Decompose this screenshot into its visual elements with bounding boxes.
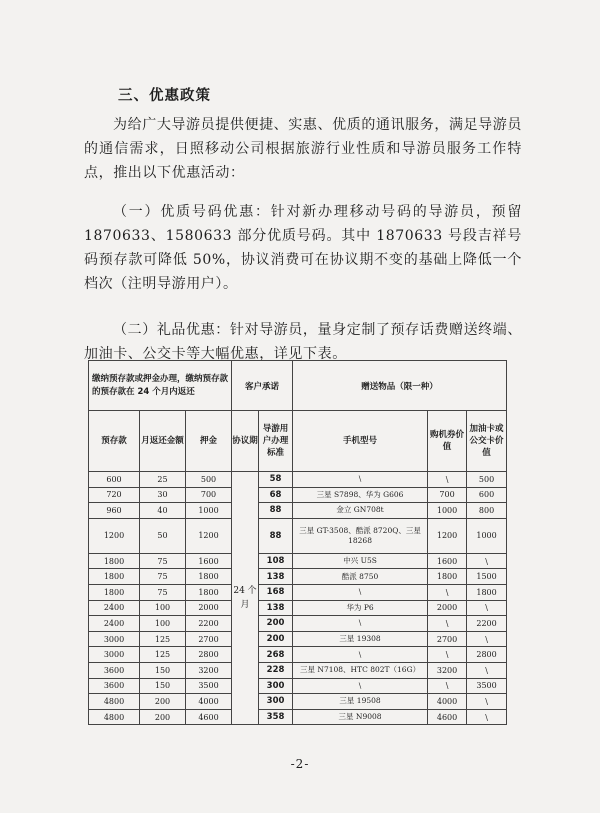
voucher-value-cell: \ <box>428 678 467 694</box>
card-value-cell: 500 <box>467 472 507 488</box>
card-value-cell: \ <box>467 662 507 678</box>
period-header: 协议期 <box>232 411 259 472</box>
standard-cell: 108 <box>259 553 293 569</box>
monthly-refund-cell: 75 <box>140 569 186 585</box>
prestore-header: 预存款 <box>89 411 140 472</box>
deposit-group-header: 缴纳预存款或押金办理，缴纳预存款的预存款在 24 个月内返还 <box>89 361 232 411</box>
prestore-cell: 3000 <box>89 647 140 663</box>
table-row <box>89 487 507 503</box>
phone-model-cell: 三星 S7898、华为 G606 <box>293 487 428 503</box>
prestore-cell: 4800 <box>89 709 140 725</box>
card-value-cell: \ <box>467 553 507 569</box>
monthly-refund-cell: 50 <box>140 518 186 553</box>
monthly-refund-cell: 125 <box>140 631 186 647</box>
card-value-cell: \ <box>467 709 507 725</box>
card-value-header: 加油卡或公交卡价值 <box>467 411 507 472</box>
phone-model-cell: \ <box>293 647 428 663</box>
prestore-cell: 3600 <box>89 678 140 694</box>
phone-model-cell: \ <box>293 678 428 694</box>
phone-model-header: 手机型号 <box>293 411 428 472</box>
deposit-cell: 3200 <box>186 662 232 678</box>
table-row <box>89 694 507 710</box>
table-row <box>89 518 507 553</box>
phone-model-cell: 酷派 8750 <box>293 569 428 585</box>
standard-cell: 138 <box>259 600 293 616</box>
table-row <box>89 600 507 616</box>
card-value-cell: \ <box>467 694 507 710</box>
prestore-cell: 1800 <box>89 569 140 585</box>
table-row <box>89 503 507 519</box>
card-value-cell: 3500 <box>467 678 507 694</box>
gift-offer-paragraph: （二）礼品优惠：针对导游员，量身定制了预存话费赠送终端、加油卡、公交卡等大幅优惠，详见下表。 <box>84 322 522 362</box>
page-number: -2- <box>290 757 310 771</box>
phone-model-cell: 华为 P6 <box>293 600 428 616</box>
gift-header: 赠送物品（限一种） <box>293 361 507 411</box>
standard-cell: 300 <box>259 694 293 710</box>
table-body <box>89 472 507 725</box>
prestore-cell: 600 <box>89 472 140 488</box>
deposit-cell: 4000 <box>186 694 232 710</box>
period-cell: 24 个月 <box>232 472 259 725</box>
prestore-cell: 720 <box>89 487 140 503</box>
number-offer-paragraph: （一）优质号码优惠：针对新办理移动号码的导游员，预留 1870633、1580633 部分优质号码。其中 1870633 号段吉祥号码预存款可降低 50%，协议消费可在协议期不变的基础上降低一个档次（注明导游用户）。 <box>84 204 522 292</box>
prestore-cell: 1800 <box>89 584 140 600</box>
prestore-cell: 1200 <box>89 518 140 553</box>
monthly-refund-cell: 100 <box>140 616 186 632</box>
deposit-cell: 3500 <box>186 678 232 694</box>
voucher-value-cell: 2700 <box>428 631 467 647</box>
voucher-value-cell: 1200 <box>428 518 467 553</box>
standard-cell: 200 <box>259 616 293 632</box>
table-row <box>89 662 507 678</box>
deposit-cell: 2800 <box>186 647 232 663</box>
prestore-cell: 960 <box>89 503 140 519</box>
monthly-refund-cell: 75 <box>140 553 186 569</box>
intro-paragraph: 为给广大导游员提供便捷、实惠、优质的通讯服务，满足导游员的通信需求，日照移动公司根据旅游行业性质和导游员服务工作特点，推出以下优惠活动： <box>84 117 522 181</box>
voucher-value-cell: 700 <box>428 487 467 503</box>
voucher-value-cell: 1000 <box>428 503 467 519</box>
card-value-cell: 1500 <box>467 569 507 585</box>
voucher-value-cell: \ <box>428 647 467 663</box>
voucher-value-cell: \ <box>428 472 467 488</box>
gift-policy-table <box>88 360 507 725</box>
standard-cell: 300 <box>259 678 293 694</box>
voucher-value-cell: \ <box>428 616 467 632</box>
phone-model-cell: 三星 N7108、HTC 802T（16G） <box>293 662 428 678</box>
monthly-refund-cell: 150 <box>140 662 186 678</box>
commitment-header: 客户承诺 <box>232 361 293 411</box>
monthly-refund-cell: 200 <box>140 709 186 725</box>
monthly-refund-header: 月返还金额 <box>140 411 186 472</box>
standard-cell: 58 <box>259 472 293 488</box>
deposit-cell: 2000 <box>186 600 232 616</box>
phone-model-cell: 三星 N9008 <box>293 709 428 725</box>
prestore-cell: 2400 <box>89 616 140 632</box>
phone-model-cell: 中兴 U5S <box>293 553 428 569</box>
prestore-cell: 3600 <box>89 662 140 678</box>
deposit-cell: 4600 <box>186 709 232 725</box>
table-row <box>89 472 507 488</box>
card-value-cell: \ <box>467 600 507 616</box>
prestore-cell: 3000 <box>89 631 140 647</box>
voucher-value-cell: 2000 <box>428 600 467 616</box>
table-row <box>89 631 507 647</box>
deposit-cell: 1800 <box>186 584 232 600</box>
card-value-cell: 2200 <box>467 616 507 632</box>
phone-model-cell: \ <box>293 584 428 600</box>
deposit-cell: 1200 <box>186 518 232 553</box>
table-row <box>89 584 507 600</box>
phone-model-cell: 三星 GT-3508、酷派 8720Q、三星 18268 <box>293 518 428 553</box>
monthly-refund-cell: 30 <box>140 487 186 503</box>
voucher-value-cell: 1800 <box>428 569 467 585</box>
phone-model-cell: \ <box>293 616 428 632</box>
standard-cell: 358 <box>259 709 293 725</box>
deposit-cell: 2200 <box>186 616 232 632</box>
deposit-cell: 500 <box>186 472 232 488</box>
card-value-cell: 600 <box>467 487 507 503</box>
phone-model-cell: 金立 GN708t <box>293 503 428 519</box>
card-value-cell: 1000 <box>467 518 507 553</box>
monthly-refund-cell: 200 <box>140 694 186 710</box>
table-row <box>89 569 507 585</box>
card-value-cell: 1800 <box>467 584 507 600</box>
voucher-value-header: 购机券价值 <box>428 411 467 472</box>
voucher-value-cell: 4000 <box>428 694 467 710</box>
monthly-refund-cell: 150 <box>140 678 186 694</box>
table-row <box>89 647 507 663</box>
standard-cell: 88 <box>259 503 293 519</box>
phone-model-cell: 三星 19308 <box>293 631 428 647</box>
standard-cell: 268 <box>259 647 293 663</box>
standard-cell: 228 <box>259 662 293 678</box>
table-row <box>89 678 507 694</box>
voucher-value-cell: \ <box>428 584 467 600</box>
monthly-refund-cell: 40 <box>140 503 186 519</box>
standard-cell: 168 <box>259 584 293 600</box>
monthly-refund-cell: 75 <box>140 584 186 600</box>
deposit-cell: 2700 <box>186 631 232 647</box>
voucher-value-cell: 1600 <box>428 553 467 569</box>
deposit-header: 押金 <box>186 411 232 472</box>
voucher-value-cell: 4600 <box>428 709 467 725</box>
phone-model-cell: 三星 19508 <box>293 694 428 710</box>
monthly-refund-cell: 100 <box>140 600 186 616</box>
prestore-cell: 1800 <box>89 553 140 569</box>
deposit-cell: 1000 <box>186 503 232 519</box>
phone-model-cell: \ <box>293 472 428 488</box>
table-row <box>89 553 507 569</box>
deposit-cell: 1800 <box>186 569 232 585</box>
card-value-cell: \ <box>467 631 507 647</box>
prestore-cell: 4800 <box>89 694 140 710</box>
section-heading: 三、优惠政策 <box>118 87 211 104</box>
deposit-cell: 700 <box>186 487 232 503</box>
standard-cell: 138 <box>259 569 293 585</box>
voucher-value-cell: 3200 <box>428 662 467 678</box>
card-value-cell: 2800 <box>467 647 507 663</box>
monthly-refund-cell: 25 <box>140 472 186 488</box>
standard-cell: 68 <box>259 487 293 503</box>
deposit-cell: 1600 <box>186 553 232 569</box>
standard-cell: 200 <box>259 631 293 647</box>
standard-cell: 88 <box>259 518 293 553</box>
prestore-cell: 2400 <box>89 600 140 616</box>
standard-header: 导游用户办理标准 <box>259 411 293 472</box>
table-row <box>89 616 507 632</box>
table-row <box>89 709 507 725</box>
card-value-cell: 800 <box>467 503 507 519</box>
monthly-refund-cell: 125 <box>140 647 186 663</box>
